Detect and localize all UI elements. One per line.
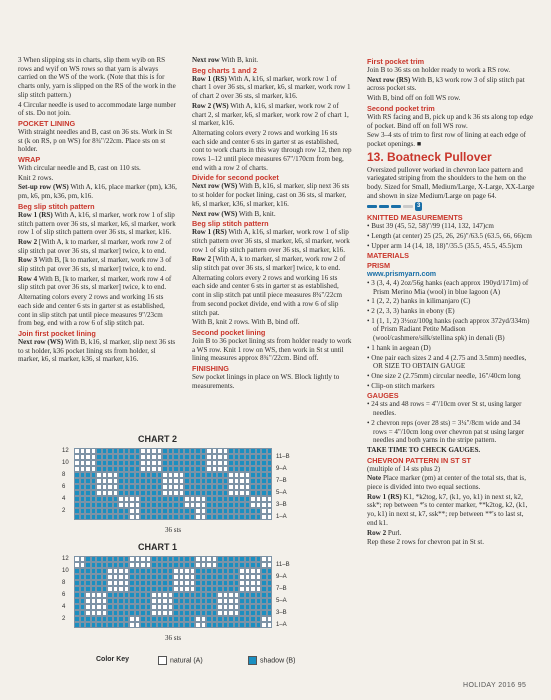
note-label: Note (367, 474, 382, 483)
note-4: 4 Circular needle is used to accommodate large number of sts. Do not join. (18, 100, 176, 118)
row-label-left: 8 (62, 580, 66, 586)
chart-1 (18, 542, 353, 646)
chart-width-label: 36 sts (165, 526, 182, 534)
measure-bust: • Bust 39 (45, 52, 58)"/99 (114, 132, 147)cm (367, 222, 494, 231)
row-text: [With A, k to marker, sl marker, work row 2 of slip stitch pat over 36 sts, sl marker] twice, k to end. (192, 255, 346, 273)
brand-name: PRISM (367, 261, 391, 271)
row-label: Row 1 (RS) (192, 228, 227, 237)
color-key-label: Color Key (96, 656, 130, 663)
slip2-row-1 (192, 228, 352, 254)
row-label: Row 1 (RS) (192, 74, 227, 83)
divide-next-row-2 (192, 210, 352, 219)
finishing-text: Sew pocket linings in place on WS. Block lightly to measurements. (192, 373, 340, 390)
row-label-left: 2 (62, 508, 66, 514)
row-text: Purl. (386, 528, 402, 537)
heading-beg-slip-2: Beg slip stitch pattern (192, 219, 269, 229)
shadow-swatch-icon (248, 656, 257, 665)
chart-title: CHART 2 (138, 434, 178, 444)
chart-row-1 (192, 75, 352, 101)
row-label-left: 4 (62, 604, 66, 610)
skill-level (367, 202, 535, 211)
row-text: With A, k16, sl marker, work row 1 of chart 1 over 36 sts, sl marker, k6, sl marker, work row 1 of chart 2 over 36 sts, sl marker, k16. (192, 74, 351, 101)
material-item: • One pair each sizes 2 and 4 (2.75 and 3.5mm) needles, OR SIZE TO OBTAIN GAUGE (367, 353, 527, 371)
setup-row-text: With A, k16, place marker (pm), k36, pm, k6, pm, k36, pm, k16. (18, 183, 177, 201)
row-label-left: 12 (62, 556, 69, 562)
row-text: With B, k3 work row 3 of slip stitch pat across pocket sts. (367, 75, 525, 93)
row-label: Next row (RS) (367, 75, 411, 84)
row-label-right: 7–B (276, 478, 287, 484)
join-next-row (18, 338, 178, 364)
row-label: Row 4 (18, 274, 38, 283)
row-label-left: 12 (62, 448, 69, 454)
heading-gauges: GAUGES (367, 391, 399, 401)
measure-length: • Length (at center) 25 (25, 26, 26)"/63.5 (63.5, 66, 66)cm (367, 231, 532, 240)
heading-beg-charts: Beg charts 1 and 2 (192, 65, 257, 75)
material-item: • 1 (1, 1, 2) 3½oz/100g hanks (each approx 372yd/334m) of Prism Radiant Petite Madison (wool/cashmere/silk/stellina spk) in denali (B) (367, 316, 530, 343)
row-text: K1, *k2tog, k7, (k1, yo, k1) in next st, k2, ssk*; rep between *'s to center marker, **k2tog, k2, (k1, yo, k1) in next st, k7, ssk**; rep between **'s to last st, end k1. (367, 492, 528, 527)
material-item: • 2 (2, 3, 3) hanks in ebony (E) (367, 307, 455, 316)
chart-2 (18, 434, 353, 538)
first-trim-bind: With B, bind off on foll WS row. (367, 94, 461, 103)
slip-row-2 (18, 238, 178, 255)
heading-beg-slip: Beg slip stitch pattern (18, 201, 95, 211)
note-text: Place marker (pm) at center of the total sts, that is, piece is divided into two equal sections. (367, 474, 526, 492)
row-label-right: 3–B (276, 502, 287, 508)
skill-dash-icon (391, 205, 401, 208)
skill-dash-icon (403, 205, 413, 208)
gauge-item: • 24 sts and 48 rows = 4"/10cm over St st, using larger needles. (367, 400, 522, 418)
row-label: Row 2 (WS) (192, 101, 229, 110)
first-trim-text: Join B to 36 sts on holder ready to work a RS row. (367, 66, 511, 74)
skill-dash-icon (379, 205, 389, 208)
row-label: Row 1 (RS) (367, 492, 402, 501)
heading-measurements: KNITTED MEASUREMENTS (367, 213, 463, 223)
row-label: Row 3 (18, 256, 38, 265)
row-label-left: 10 (62, 568, 69, 574)
bind-off-text: With B, knit 2 rows. With B, bind off. (192, 318, 300, 327)
wrap-text-1: With circular needle and B, cast on 110 sts. (18, 164, 141, 173)
row-label-left: 6 (62, 484, 66, 490)
row-text: With A, k16, sl marker, work row 1 of slip stitch pattern over 36 sts, sl marker, k6, sl marker, work row 1 of slip stitch pattern over 36 sts, sl marker, k16. (18, 210, 176, 237)
chart-title: CHART 1 (138, 542, 178, 552)
row-label-right: 1–A (276, 514, 287, 520)
charts-area (18, 434, 353, 696)
row-label-left: 2 (62, 616, 66, 622)
skill-dash-icon (367, 205, 377, 208)
row-text: With B, knit. (237, 209, 276, 218)
chart-cell (267, 622, 273, 628)
row-text: With B, [k to marker, sl marker, work row 3 of slip stitch pat over 36 sts, sl marker] twice, k to end. (18, 256, 172, 274)
row-text: With B, knit. (219, 56, 259, 64)
heading-materials: MATERIALS (367, 251, 410, 261)
row-label: Next row (WS) (192, 209, 238, 218)
row-label-right: 9–A (276, 466, 287, 472)
row-label: Next row (192, 56, 220, 64)
setup-row-label: Set-up row (WS) (18, 183, 69, 192)
chevron-multiple: (multiple of 14 sts plus 2) (367, 464, 441, 473)
color-key (18, 654, 348, 666)
row-label: Row 2 (18, 237, 38, 246)
material-item: • 1 hank in aegean (D) (367, 343, 431, 352)
row-label-right: 5–A (276, 490, 287, 496)
key-natural (158, 656, 203, 665)
gauge-item: • 2 chevron reps (over 28 sts) = 3¼"/8cm wide and 34 rows = 4"/10cm long over chevron pat st using larger needles and both yarns in the stripe pattern. (367, 418, 525, 445)
material-item: • One size 2 (2.75mm) circular needle, 16"/40cm long (367, 371, 521, 380)
heading-wrap: WRAP (18, 155, 41, 165)
row-label-right: 7–B (276, 586, 287, 592)
heading-join-lining: Join first pocket lining (18, 328, 96, 338)
row-label-right: 9–A (276, 574, 287, 580)
row-label-right: 3–B (276, 610, 287, 616)
row-text: With A, k16, sl marker, work row 2 of chart 2, sl marker, k6, sl marker, work row 2 of chart 1, sl marker, k16. (192, 101, 349, 128)
chart-row-2 (192, 102, 352, 128)
heading-pocket-lining: POCKET LINING (18, 118, 76, 128)
row-label-right: 11–B (276, 562, 290, 568)
skill-level-badge: 3 (417, 203, 421, 210)
alternating-text: Alternating colors every 2 rows and working 16 sts each side and center 6 sts in garter st as established, cont to work charts in this way through row 12, then rep rows 1–12 until piece measures 67"/170cm from beg, end with a row 2 of charts. (192, 128, 352, 172)
column-3 (367, 56, 535, 548)
pattern-title: 13. Boatneck Pullover (367, 149, 492, 164)
heading-second-lining: Second pocket lining (192, 327, 266, 337)
pattern-intro: Oversized pullover worked in chevron lace pattern and variegated striping from the shoulders to the hem on the body. Sized for Small, Medium/Large, X-Large, XX-Large and shown in size Medium/Large on page 64. (367, 165, 535, 200)
gauge-check: TAKE TIME TO CHECK GAUGES. (367, 445, 481, 454)
heading-divide: Divide for second pocket (192, 173, 279, 183)
row-label-right: 5–A (276, 598, 287, 604)
column-2 (192, 56, 352, 392)
row-label-left: 6 (62, 592, 66, 598)
row-text: With B, [k to marker, sl marker, work row 4 of slip stitch pat over 36 sts, sl marker] twice, k to end. (18, 274, 172, 292)
slip-row-1 (18, 211, 178, 237)
slip-row-3 (18, 256, 178, 273)
row-text: With B, k16, sl marker, slip next 36 sts to st holder for pocket lining, cast on 36 sts, sl marker, k6, sl marker, k36, sl marker, k16. (192, 182, 350, 208)
chart-cell (267, 514, 273, 520)
material-item: • 1 (2, 2, 2) hanks in kilimanjaro (C) (367, 297, 471, 306)
measure-upper-arm: • Upper arm 14 (14, 18, 18)"/35.5 (35.5, 45.5, 45.5)cm (367, 241, 523, 250)
second-trim-text-2: Sew 3–4 sts of trim to first row of lining at each edge of pocket openings. ■ (367, 131, 526, 148)
row-label: Row 2 (192, 255, 212, 264)
heading-chevron: CHEVRON PATTERN IN ST ST (367, 455, 471, 465)
next-row-knit (192, 56, 352, 65)
brand-url[interactable]: www.prismyarn.com (367, 270, 437, 279)
key-shadow (248, 656, 295, 665)
material-item: • 3 (3, 4, 4) 2oz/56g hanks (each approx 190yd/171m) of Prism Merino Mia (wool) in blue lagoon (A) (367, 278, 529, 296)
row-label-left: 4 (62, 496, 66, 502)
alternating-text: Alternating colors every 2 rows and working 16 sts each side and center 6 sts in garter st as established, cont in slip stitch pat until piece measures 9"/23cm from beg, end with a row 6 of slip stitch pat. (18, 293, 165, 328)
heading-first-trim: First pocket trim (367, 57, 425, 66)
natural-swatch-icon (158, 656, 167, 665)
row-text: With B, k16, sl marker, slip next 36 sts to st holder, k36 pocket lining sts from holder, sl marker, k6, sl marker, k36, sl marker, k16. (18, 337, 176, 364)
material-item: • Clip-on stitch markers (367, 381, 435, 390)
chart-width-label: 36 sts (165, 634, 182, 642)
row-label-left: 8 (62, 472, 66, 478)
chevron-note (367, 474, 535, 491)
heading-second-trim: Second pocket trim (367, 103, 435, 113)
row-label: Row 2 (367, 528, 387, 537)
note-3: 3 When slipping sts in charts, slip them wyib on RS rows and wyif on WS rows so that yarn is always carried on the WS of the work. (Note that this is for charts only, yarn is slipped on the RS of the work in the slip stitch pattern.) (18, 56, 176, 99)
key-natural-label: natural (A) (170, 657, 203, 665)
slip-row-4 (18, 275, 178, 292)
pocket-lining-text: With straight needles and B, cast on 36 sts. Work in St st (k on RS, p on WS) for 8¾"/22cm. Place sts on st holder. (18, 127, 173, 154)
page-footer: HOLIDAY 2016 95 (463, 682, 527, 689)
slip2-row-2 (192, 255, 352, 272)
chevron-repeat: Rep these 2 rows for chevron pat in St st. (367, 538, 485, 547)
row-text: With A, k16, sl marker, work row 1 of slip stitch pattern over 36 sts, sl marker, k6, sl marker, work row 1 of slip stitch pattern over 36 sts, sl marker, k16. (192, 228, 350, 254)
first-trim-row (367, 76, 535, 93)
chevron-row-1 (367, 493, 535, 528)
wrap-text-2: Knit 2 rows. (18, 173, 54, 182)
setup-row (18, 183, 178, 200)
row-label: Next row (WS) (18, 337, 64, 346)
row-label-right: 1–A (276, 622, 287, 628)
alternating-text-2: Alternating colors every 2 rows and working 16 sts each side and center 6 sts in garter st as established, cont in slip stitch pat until piece measures 8¾"/22cm from second pocket divide, end with a row 6 of slip stitch pat. (192, 273, 343, 317)
column-1 (18, 56, 178, 365)
second-lining-text: Join B to 36 pocket lining sts from holder ready to work a WS row. Knit 1 row on WS, then work in St st until lining measures approx 8¾"/22cm. Bind off. (192, 336, 352, 363)
second-trim-text: With RS facing and B, pick up and k 36 sts along top edge of pocket. Bind off on foll WS row. (367, 112, 533, 130)
chevron-row-2 (367, 529, 535, 538)
divide-next-row (192, 182, 352, 208)
key-shadow-label: shadow (B) (260, 657, 296, 665)
row-text: [With A, k to marker, sl marker, work row 2 of slip stitch pat over 36 sts, sl marker] twice, k to end. (18, 237, 172, 255)
row-label-left: 10 (62, 460, 69, 466)
row-label: Row 1 (RS) (18, 210, 53, 219)
row-label-right: 11–B (276, 454, 290, 460)
row-label: Next row (WS) (192, 182, 238, 191)
heading-finishing: FINISHING (192, 364, 229, 374)
